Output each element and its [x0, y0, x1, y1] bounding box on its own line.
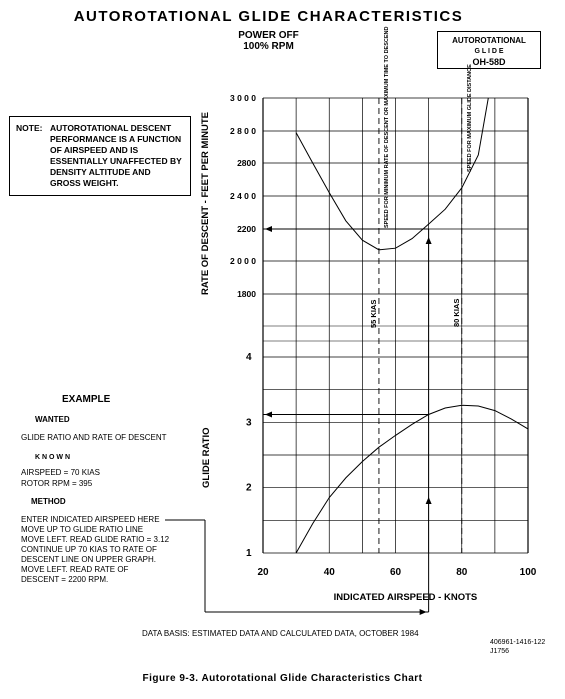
subtitle-power: POWER OFF	[238, 30, 299, 41]
figure-id	[490, 638, 545, 656]
arrow-up-icon	[426, 497, 432, 504]
method-step: MOVE UP TO GLIDE RATIO LINE	[21, 525, 144, 534]
id-line-3: OH-58D	[472, 57, 506, 67]
known-label: K N O W N	[35, 454, 70, 461]
axis-labels	[200, 27, 537, 603]
upper-grid	[263, 98, 528, 294]
y-tick-label: 2	[246, 482, 252, 494]
x-tick-label: 20	[257, 567, 269, 578]
figure-id-line1: 406961-1416-122	[490, 639, 546, 646]
wanted-text: GLIDE RATIO AND RATE OF DESCENT	[21, 433, 167, 442]
method-step: CONTINUE UP 70 KIAS TO RATE OF	[21, 545, 157, 554]
annotation-max-glide: SPEED FOR MAXIMUM GLIDE DISTANCE	[466, 64, 473, 172]
figure-id-line2: J1756	[490, 648, 510, 655]
subtitle-rpm: 100% RPM	[243, 41, 294, 52]
rate-of-descent-curve	[296, 98, 488, 250]
known-rpm: ROTOR RPM = 395	[21, 479, 93, 488]
example-heading: EXAMPLE	[62, 394, 111, 405]
wanted-label: WANTED	[35, 415, 70, 424]
figure-caption: Figure 9-3. Autorotational Glide Characteristics Chart	[142, 673, 423, 684]
arrow-left-icon	[265, 411, 272, 417]
known-airspeed: AIRSPEED = 70 KIAS	[21, 468, 100, 477]
x-tick-label: 60	[389, 567, 402, 578]
y-tick-label: 2 4 0 0	[230, 191, 256, 201]
x-axis-label: INDICATED AIRSPEED - KNOTS	[333, 592, 478, 603]
arrow-left-icon	[265, 226, 272, 232]
arrow-right-icon	[420, 609, 427, 615]
annotation-min-descent: SPEED FOR MINIMUM RATE OF DESCENT OR MAXIMUM TIME TO DESCEND	[383, 26, 390, 228]
y-tick-label: 1	[246, 548, 252, 559]
note-text: AUTOROTATIONAL DESCENT PERFORMANCE IS A FUNCTION OF AIRSPEED AND IS ESSENTIALLY UNAFFECTED BY DENSITY ALTITUDE AND GROSS WEIGHT.	[50, 123, 182, 188]
annotation-80-kias: 80 KIAS	[451, 298, 461, 327]
glide-ratio-curve	[296, 405, 528, 553]
x-tick-label: 40	[323, 567, 335, 578]
data-basis: DATA BASIS: ESTIMATED DATA AND CALCULATED DATA, OCTOBER 1984	[142, 629, 419, 638]
method-label: METHOD	[31, 497, 66, 506]
curves	[296, 98, 528, 553]
id-line-1: AUTOROTATIONAL	[452, 36, 526, 45]
arrow-up-icon	[426, 237, 432, 244]
y-tick-label: 3	[246, 417, 252, 429]
y-tick-label: 3 0 0 0	[230, 93, 256, 103]
y-axis-label-upper: RATE OF DESCENT - FEET PER MINUTE	[200, 112, 211, 295]
method-step: MOVE LEFT. READ RATE OF	[21, 565, 129, 574]
chart-title: AUTOROTATIONAL GLIDE CHARACTERISTICS	[73, 8, 464, 25]
id-line-2: G L I D E	[474, 48, 504, 55]
y-tick-label: 4	[246, 352, 252, 363]
lower-grid	[263, 294, 528, 553]
note-label: NOTE:	[16, 123, 43, 133]
annotation-55-kias: 55 KIAS	[368, 299, 378, 328]
x-tick-label: 100	[519, 567, 537, 578]
y-tick-label: 1800	[237, 289, 256, 299]
y-axis-label-lower: GLIDE RATIO	[201, 427, 212, 488]
method-step: DESCENT = 2200 RPM.	[21, 575, 109, 584]
method-step: ENTER INDICATED AIRSPEED HERE	[21, 515, 160, 524]
method-step: DESCENT LINE ON UPPER GRAPH.	[21, 555, 156, 564]
method-step: MOVE LEFT. READ GLIDE RATIO = 3.12	[21, 535, 170, 544]
x-tick-label: 80	[456, 567, 468, 578]
y-tick-label: 2800	[237, 158, 256, 168]
y-tick-label: 2 0 0 0	[230, 256, 256, 266]
y-tick-label: 2200	[237, 224, 256, 234]
y-tick-label: 2 8 0 0	[230, 126, 256, 136]
